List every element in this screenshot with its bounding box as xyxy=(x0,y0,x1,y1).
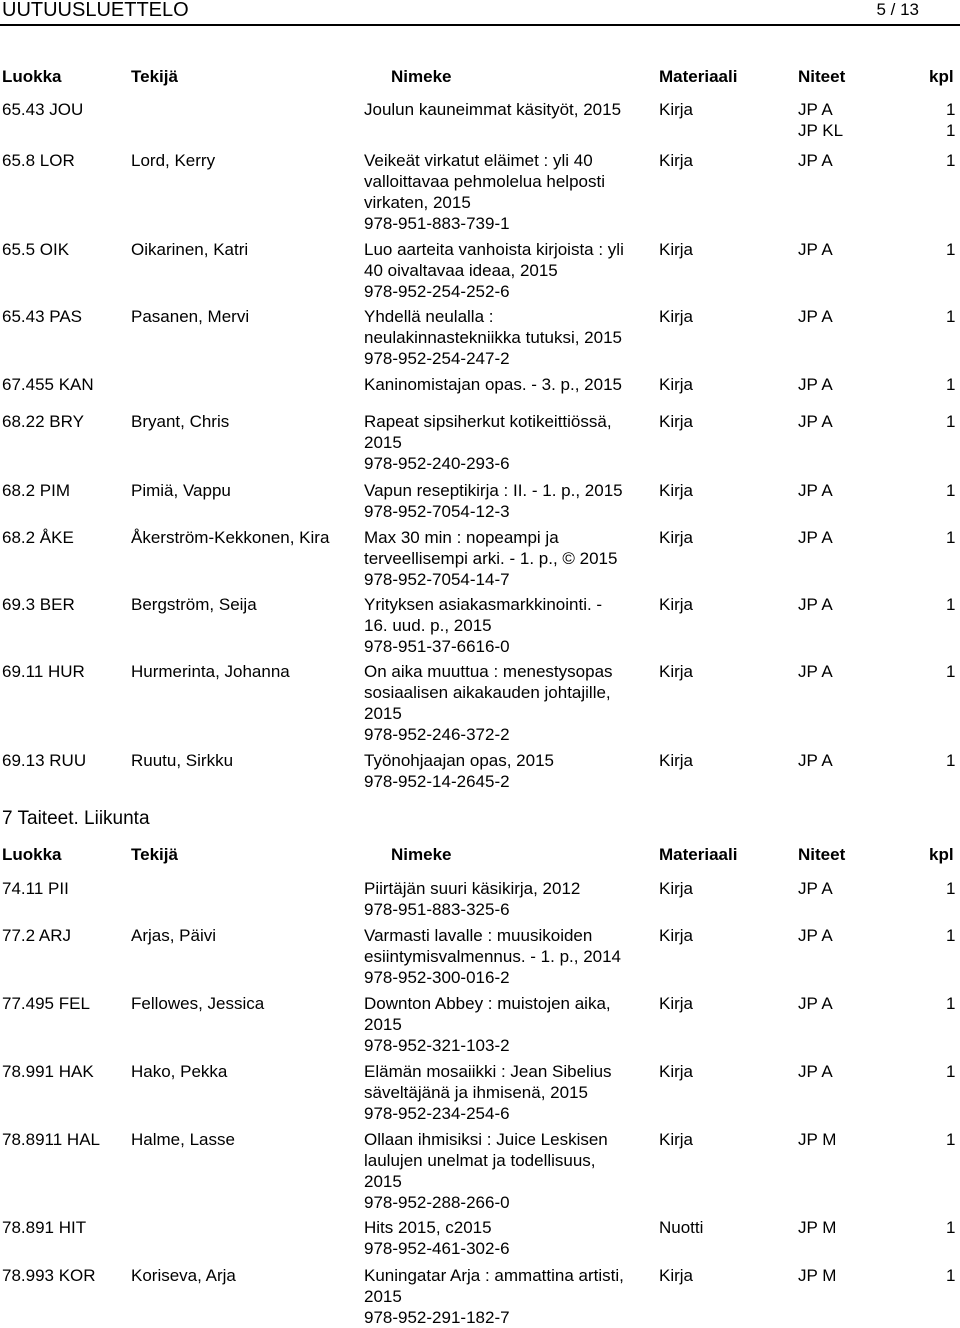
nimeke-cell-line: Downton Abbey : muistojen aika, xyxy=(364,994,611,1013)
nimeke-cell-line: 978-952-254-247-2 xyxy=(364,349,510,368)
niteet-cell-line: JP A xyxy=(798,926,833,945)
tekija-cell: Hako, Pekka xyxy=(131,1062,228,1081)
materiaali-cell: Kirja xyxy=(659,528,694,547)
kpl-cell-line: 1 xyxy=(946,240,956,259)
nimeke-cell-line: Ollaan ihmisiksi : Juice Leskisen xyxy=(364,1130,608,1149)
nimeke-cell-line: 978-952-240-293-6 xyxy=(364,454,510,473)
luokka-cell: 68.2 PIM xyxy=(2,481,71,500)
kpl-cell-line: 1 xyxy=(946,1266,956,1285)
nimeke-cell-line: Elämän mosaiikki : Jean Sibelius xyxy=(364,1062,612,1081)
niteet-cell xyxy=(798,993,833,1014)
kpl-cell xyxy=(946,878,955,899)
nimeke-cell-line: 978-952-291-182-7 xyxy=(364,1308,510,1327)
materiaali-cell: Kirja xyxy=(659,1130,694,1149)
luokka-cell: 77.2 ARJ xyxy=(2,926,71,945)
materiaali-cell: Nuotti xyxy=(659,1218,704,1237)
nimeke-cell-line: Joulun kauneimmat käsityöt, 2015 xyxy=(364,100,622,119)
nimeke-cell xyxy=(364,1217,654,1259)
niteet-cell-line: JP A xyxy=(798,100,833,119)
kpl-cell xyxy=(946,99,955,141)
col-tekija: Tekijä xyxy=(131,845,178,864)
kpl-cell xyxy=(946,527,955,548)
col-kpl: kpl xyxy=(929,67,954,86)
kpl-cell xyxy=(946,594,955,615)
niteet-cell xyxy=(798,878,833,899)
nimeke-cell-line: 2015 xyxy=(364,704,402,723)
nimeke-cell-line: 40 oivaltavaa ideaa, 2015 xyxy=(364,261,558,280)
nimeke-cell-line: 978-952-7054-12-3 xyxy=(364,502,510,521)
kpl-cell-line: 1 xyxy=(946,121,956,140)
nimeke-cell-line: 978-952-254-252-6 xyxy=(364,282,510,301)
kpl-cell-line: 1 xyxy=(946,307,956,326)
niteet-cell-line: JP M xyxy=(798,1130,837,1149)
luokka-cell: 78.891 HIT xyxy=(2,1218,87,1237)
kpl-cell xyxy=(946,993,955,1014)
tekija-cell: Lord, Kerry xyxy=(131,151,216,170)
nimeke-cell-line: Kuningatar Arja : ammattina artisti, xyxy=(364,1266,624,1285)
nimeke-cell-line: Työnohjaajan opas, 2015 xyxy=(364,751,554,770)
nimeke-cell-line: 2015 xyxy=(364,433,402,452)
niteet-cell xyxy=(798,750,833,771)
page-header xyxy=(0,0,960,24)
nimeke-cell-line: 978-952-7054-14-7 xyxy=(364,570,510,589)
tekija-cell: Bryant, Chris xyxy=(131,412,230,431)
niteet-cell xyxy=(798,527,833,548)
kpl-cell xyxy=(946,750,955,771)
kpl-cell-line: 1 xyxy=(946,100,956,119)
kpl-cell xyxy=(946,374,955,395)
nimeke-cell-line: terveellisempi arki. - 1. p., © 2015 xyxy=(364,549,618,568)
nimeke-cell-line: 978-951-883-325-6 xyxy=(364,900,510,919)
niteet-cell-line: JP A xyxy=(798,1062,833,1081)
nimeke-cell-line: 978-952-14-2645-2 xyxy=(364,772,510,791)
kpl-cell xyxy=(946,1129,955,1150)
nimeke-cell xyxy=(364,1129,654,1213)
materiaali-cell: Kirja xyxy=(659,662,694,681)
tekija-cell: Fellowes, Jessica xyxy=(131,994,265,1013)
niteet-cell xyxy=(798,1129,836,1150)
nimeke-cell xyxy=(364,527,654,590)
col-tekija: Tekijä xyxy=(131,67,178,86)
niteet-cell-line: JP KL xyxy=(798,121,844,140)
kpl-cell-line: 1 xyxy=(946,481,956,500)
nimeke-cell xyxy=(364,239,654,302)
nimeke-cell-line: valloittavaa pehmolelua helposti xyxy=(364,172,605,191)
kpl-cell xyxy=(946,150,955,171)
nimeke-cell xyxy=(364,925,654,988)
tekija-cell: Bergström, Seija xyxy=(131,595,257,614)
nimeke-cell-line: Varmasti lavalle : muusikoiden xyxy=(364,926,593,945)
luokka-cell: 68.2 ÅKE xyxy=(2,528,74,547)
luokka-cell: 65.43 PAS xyxy=(2,307,83,326)
nimeke-cell-line: esiintymisvalmennus. - 1. p., 2014 xyxy=(364,947,622,966)
kpl-cell-line: 1 xyxy=(946,662,956,681)
nimeke-cell-line: Luo aarteita vanhoista kirjoista : yli xyxy=(364,240,624,259)
nimeke-cell xyxy=(364,306,654,369)
kpl-cell-line: 1 xyxy=(946,751,956,770)
tekija-cell: Hurmerinta, Johanna xyxy=(131,662,290,681)
col-luokka: Luokka xyxy=(2,845,62,864)
nimeke-cell xyxy=(364,374,654,395)
column-header-row xyxy=(0,67,960,89)
luokka-cell: 68.22 BRY xyxy=(2,412,84,431)
tekija-cell: Koriseva, Arja xyxy=(131,1266,236,1285)
nimeke-cell-line: neulakinnastekniikka tutuksi, 2015 xyxy=(364,328,622,347)
niteet-cell xyxy=(798,374,833,395)
luokka-cell: 69.11 HUR xyxy=(2,662,85,681)
page-number: 5 / 13 xyxy=(876,0,919,19)
materiaali-cell: Kirja xyxy=(659,926,694,945)
niteet-cell xyxy=(798,925,833,946)
materiaali-cell: Kirja xyxy=(659,879,694,898)
header-rule xyxy=(0,24,960,26)
materiaali-cell: Kirja xyxy=(659,307,694,326)
catalog-title: UUTUUSLUETTELO xyxy=(2,0,189,21)
luokka-cell: 65.5 OIK xyxy=(2,240,70,259)
materiaali-cell: Kirja xyxy=(659,375,694,394)
luokka-cell: 65.43 JOU xyxy=(2,100,84,119)
materiaali-cell: Kirja xyxy=(659,751,694,770)
niteet-cell-line: JP A xyxy=(798,151,833,170)
niteet-cell xyxy=(798,99,843,141)
kpl-cell xyxy=(946,661,955,682)
kpl-cell-line: 1 xyxy=(946,994,956,1013)
nimeke-cell-line: Vapun reseptikirja : II. - 1. p., 2015 xyxy=(364,481,623,500)
nimeke-cell-line: Hits 2015, c2015 xyxy=(364,1218,492,1237)
niteet-cell xyxy=(798,150,833,171)
tekija-cell: Ruutu, Sirkku xyxy=(131,751,234,770)
kpl-cell xyxy=(946,239,955,260)
kpl-cell-line: 1 xyxy=(946,926,956,945)
kpl-cell xyxy=(946,1217,955,1238)
nimeke-cell xyxy=(364,1265,654,1328)
niteet-cell xyxy=(798,411,833,432)
niteet-cell xyxy=(798,480,833,501)
niteet-cell-line: JP A xyxy=(798,751,833,770)
nimeke-cell xyxy=(364,480,654,522)
col-nimeke: Nimeke xyxy=(391,67,452,86)
column-header-row-2 xyxy=(0,845,960,867)
nimeke-cell xyxy=(364,878,654,920)
tekija-cell: Oikarinen, Katri xyxy=(131,240,249,259)
niteet-cell xyxy=(798,661,833,682)
materiaali-cell: Kirja xyxy=(659,100,694,119)
nimeke-cell-line: 978-952-234-254-6 xyxy=(364,1104,510,1123)
nimeke-cell-line: 978-952-321-103-2 xyxy=(364,1036,510,1055)
tekija-cell: Pimiä, Vappu xyxy=(131,481,231,500)
nimeke-cell xyxy=(364,1061,654,1124)
nimeke-cell xyxy=(364,411,654,474)
luokka-cell: 78.8911 HAL xyxy=(2,1130,100,1149)
col-niteet: Niteet xyxy=(798,845,846,864)
nimeke-cell-line: sosiaalisen aikakauden johtajille, xyxy=(364,683,611,702)
nimeke-cell-line: On aika muuttua : menestysopas xyxy=(364,662,613,681)
niteet-cell-line: JP A xyxy=(798,595,833,614)
luokka-cell: 77.495 FEL xyxy=(2,994,90,1013)
col-materiaali: Materiaali xyxy=(659,845,738,864)
nimeke-cell-line: 978-952-246-372-2 xyxy=(364,725,510,744)
nimeke-cell xyxy=(364,661,654,745)
nimeke-cell-line: 978-952-461-302-6 xyxy=(364,1239,510,1258)
nimeke-cell-line: 2015 xyxy=(364,1287,402,1306)
niteet-cell-line: JP M xyxy=(798,1266,837,1285)
kpl-cell xyxy=(946,1265,955,1286)
tekija-cell: Pasanen, Mervi xyxy=(131,307,250,326)
luokka-cell: 78.993 KOR xyxy=(2,1266,96,1285)
nimeke-cell-line: Rapeat sipsiherkut kotikeittiössä, xyxy=(364,412,612,431)
kpl-cell xyxy=(946,480,955,501)
luokka-cell: 69.3 BER xyxy=(2,595,75,614)
nimeke-cell-line: 978-951-37-6616-0 xyxy=(364,637,510,656)
materiaali-cell: Kirja xyxy=(659,240,694,259)
nimeke-cell-line: Veikeät virkatut eläimet : yli 40 xyxy=(364,151,593,170)
niteet-cell-line: JP A xyxy=(798,879,833,898)
nimeke-cell xyxy=(364,594,654,657)
niteet-cell-line: JP A xyxy=(798,240,833,259)
tekija-cell: Arjas, Päivi xyxy=(131,926,217,945)
materiaali-cell: Kirja xyxy=(659,1062,694,1081)
kpl-cell-line: 1 xyxy=(946,375,956,394)
col-niteet: Niteet xyxy=(798,67,846,86)
nimeke-cell-line: Piirtäjän suuri käsikirja, 2012 xyxy=(364,879,581,898)
col-materiaali: Materiaali xyxy=(659,67,738,86)
luokka-cell: 69.13 RUU xyxy=(2,751,87,770)
col-nimeke: Nimeke xyxy=(391,845,452,864)
nimeke-cell-line: 16. uud. p., 2015 xyxy=(364,616,492,635)
kpl-cell xyxy=(946,1061,955,1082)
kpl-cell xyxy=(946,925,955,946)
niteet-cell xyxy=(798,1265,836,1286)
kpl-cell xyxy=(946,306,955,327)
nimeke-cell-line: säveltäjänä ja ihmisenä, 2015 xyxy=(364,1083,588,1102)
kpl-cell-line: 1 xyxy=(946,412,956,431)
nimeke-cell-line: Kaninomistajan opas. - 3. p., 2015 xyxy=(364,375,622,394)
luokka-cell: 74.11 PII xyxy=(2,879,69,898)
niteet-cell-line: JP A xyxy=(798,412,833,431)
niteet-cell xyxy=(798,1217,836,1238)
kpl-cell-line: 1 xyxy=(946,1130,956,1149)
niteet-cell-line: JP A xyxy=(798,481,833,500)
kpl-cell-line: 1 xyxy=(946,1062,956,1081)
nimeke-cell-line: 2015 xyxy=(364,1172,402,1191)
niteet-cell-line: JP M xyxy=(798,1218,837,1237)
tekija-cell: Åkerström-Kekkonen, Kira xyxy=(131,528,330,547)
section-title: 7 Taiteet. Liikunta xyxy=(2,808,150,829)
niteet-cell xyxy=(798,239,833,260)
materiaali-cell: Kirja xyxy=(659,1266,694,1285)
nimeke-cell-line: Yrityksen asiakasmarkkinointi. - xyxy=(364,595,603,614)
materiaali-cell: Kirja xyxy=(659,994,694,1013)
niteet-cell-line: JP A xyxy=(798,307,833,326)
luokka-cell: 65.8 LOR xyxy=(2,151,75,170)
kpl-cell xyxy=(946,411,955,432)
niteet-cell xyxy=(798,594,833,615)
nimeke-cell-line: Max 30 min : nopeampi ja xyxy=(364,528,559,547)
nimeke-cell xyxy=(364,993,654,1056)
materiaali-cell: Kirja xyxy=(659,412,694,431)
luokka-cell: 78.991 HAK xyxy=(2,1062,94,1081)
nimeke-cell-line: 2015 xyxy=(364,1015,402,1034)
nimeke-cell xyxy=(364,150,654,234)
niteet-cell xyxy=(798,306,833,327)
niteet-cell xyxy=(798,1061,833,1082)
nimeke-cell-line: 978-951-883-739-1 xyxy=(364,214,510,233)
niteet-cell-line: JP A xyxy=(798,994,833,1013)
kpl-cell-line: 1 xyxy=(946,879,956,898)
nimeke-cell-line: laulujen unelmat ja todellisuus, xyxy=(364,1151,596,1170)
luokka-cell: 67.455 KAN xyxy=(2,375,94,394)
nimeke-cell xyxy=(364,99,654,120)
nimeke-cell-line: 978-952-288-266-0 xyxy=(364,1193,510,1212)
nimeke-cell-line: virkaten, 2015 xyxy=(364,193,471,212)
kpl-cell-line: 1 xyxy=(946,528,956,547)
niteet-cell-line: JP A xyxy=(798,662,833,681)
kpl-cell-line: 1 xyxy=(946,1218,956,1237)
col-luokka: Luokka xyxy=(2,67,62,86)
nimeke-cell xyxy=(364,750,654,792)
kpl-cell-line: 1 xyxy=(946,151,956,170)
niteet-cell-line: JP A xyxy=(798,528,833,547)
materiaali-cell: Kirja xyxy=(659,595,694,614)
kpl-cell-line: 1 xyxy=(946,595,956,614)
nimeke-cell-line: Yhdellä neulalla : xyxy=(364,307,494,326)
materiaali-cell: Kirja xyxy=(659,151,694,170)
tekija-cell: Halme, Lasse xyxy=(131,1130,235,1149)
materiaali-cell: Kirja xyxy=(659,481,694,500)
nimeke-cell-line: 978-952-300-016-2 xyxy=(364,968,510,987)
niteet-cell-line: JP A xyxy=(798,375,833,394)
col-kpl: kpl xyxy=(929,845,954,864)
